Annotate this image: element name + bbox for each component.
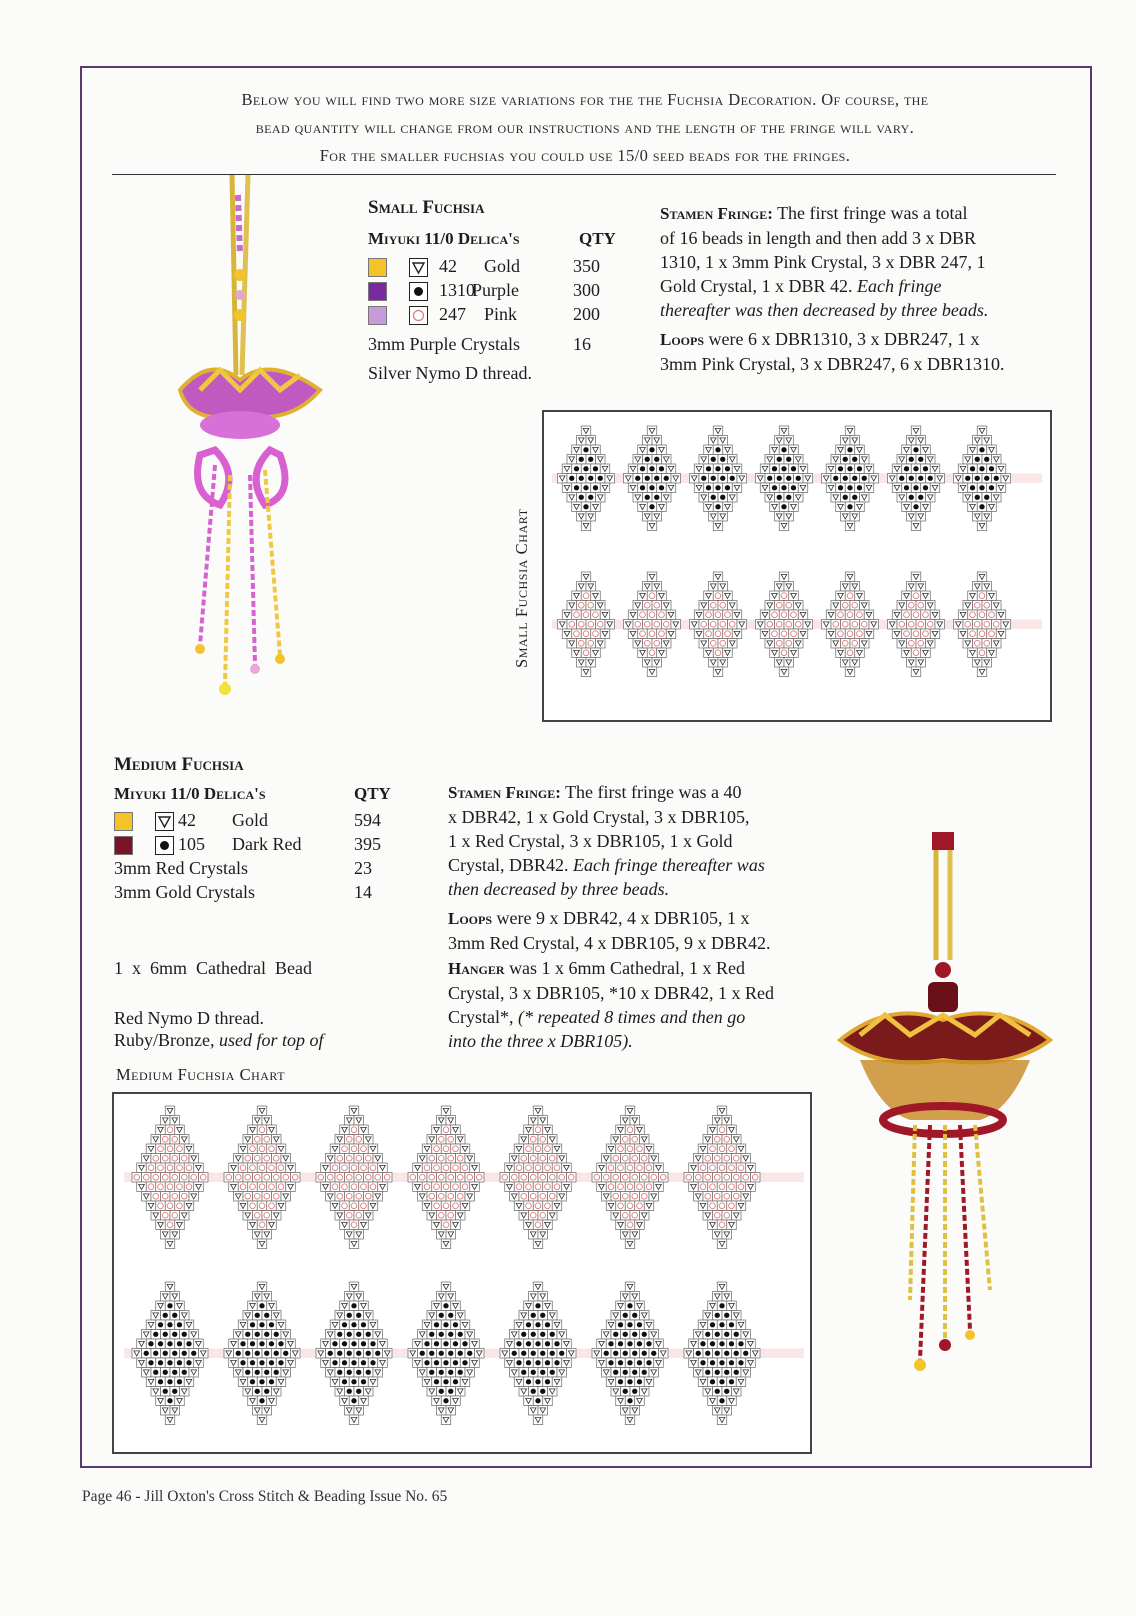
medium-chart-grid bbox=[114, 1094, 810, 1452]
triangle-symbol-icon bbox=[409, 258, 428, 277]
medium-cathedral-line: Ruby/Bronze, bbox=[114, 1030, 215, 1050]
small-legend-header bbox=[368, 229, 618, 253]
small-fuchsia-chart bbox=[542, 410, 1052, 722]
medium-bead-row bbox=[114, 834, 414, 858]
medium-stamen-note: Each fringe thereafter was bbox=[573, 855, 765, 875]
medium-red-qty: 23 bbox=[354, 858, 372, 878]
bead-name: Pink bbox=[484, 304, 518, 324]
dot-symbol-icon bbox=[155, 836, 174, 855]
medium-gold-crystals: 3mm Gold Crystals bbox=[114, 882, 256, 902]
intro-line-2: bead quantity will change from our instructions and the length of the fringe will vary. bbox=[255, 118, 915, 137]
medium-qty-head: QTY bbox=[354, 784, 391, 803]
small-stamen-note: Each fringe bbox=[857, 276, 942, 296]
small-thread: Silver Nymo D thread. bbox=[368, 363, 532, 383]
medium-stamen-note: then decreased by three beads. bbox=[448, 879, 670, 899]
bead-name: Gold bbox=[484, 256, 520, 276]
small-loops-label: Loops bbox=[660, 330, 705, 349]
color-swatch bbox=[368, 306, 387, 325]
small-bead-row bbox=[368, 280, 668, 304]
small-loops-line: were 6 x DBR1310, 3 x DBR247, 1 x bbox=[708, 329, 980, 349]
small-qty-head: QTY bbox=[579, 229, 616, 248]
bead-qty: 594 bbox=[354, 810, 381, 830]
bead-qty: 350 bbox=[573, 256, 600, 276]
medium-hanger-label: Hanger bbox=[448, 959, 505, 978]
small-loops bbox=[660, 327, 1058, 376]
bead-name: Purple bbox=[472, 280, 519, 300]
medium-stamen-line: The first fringe was a 40 bbox=[565, 782, 742, 802]
small-bead-row bbox=[368, 256, 668, 280]
small-bead-row bbox=[368, 304, 668, 328]
bead-code: 42 bbox=[178, 810, 196, 830]
medium-chart-title: Medium Fuchsia Chart bbox=[116, 1065, 286, 1084]
small-chart-grid bbox=[544, 412, 1050, 720]
medium-fuchsia-title: Medium Fuchsia bbox=[114, 754, 244, 775]
medium-stamen-line: x DBR42, 1 x Gold Crystal, 3 x DBR105, bbox=[448, 807, 750, 827]
medium-loops-line: were 9 x DBR42, 4 x DBR105, 1 x bbox=[496, 908, 750, 928]
small-crystals-label: 3mm Purple Crystals bbox=[368, 334, 520, 354]
small-stamen-line: Gold Crystal, 1 x DBR 42. bbox=[660, 276, 853, 296]
bead-code: 42 bbox=[439, 256, 457, 276]
medium-fuchsia-chart bbox=[112, 1092, 812, 1454]
page-footer: Page 46 - Jill Oxton's Cross Stitch & Beading Issue No. 65 bbox=[82, 1488, 448, 1505]
small-stamen-line: 1310, 1 x 3mm Pink Crystal, 3 x DBR 247, 1 bbox=[660, 252, 986, 272]
medium-cathedral-note-italic: used for top of bbox=[219, 1030, 324, 1050]
bead-qty: 200 bbox=[573, 304, 600, 324]
small-crystals-row bbox=[368, 334, 618, 358]
medium-col-head: Miyuki 11/0 Delica's bbox=[114, 784, 266, 803]
medium-stamen-line: Crystal, DBR42. bbox=[448, 855, 569, 875]
medium-red-crystals-row bbox=[114, 858, 414, 882]
color-swatch bbox=[114, 812, 133, 831]
small-col-head: Miyuki 11/0 Delica's bbox=[368, 229, 520, 248]
medium-fuchsia-photo bbox=[840, 820, 1050, 1380]
small-crystals-qty: 16 bbox=[573, 334, 591, 354]
medium-gold-qty: 14 bbox=[354, 882, 372, 902]
bead-code: 105 bbox=[178, 834, 205, 854]
medium-thread: Red Nymo D thread. bbox=[114, 1008, 264, 1028]
medium-bead-row bbox=[114, 810, 414, 834]
color-swatch bbox=[368, 282, 387, 301]
color-swatch bbox=[368, 258, 387, 277]
medium-loops bbox=[448, 906, 808, 955]
small-stamen-line: The first fringe was a total bbox=[777, 203, 968, 223]
medium-thread-row bbox=[114, 1008, 414, 1032]
medium-hanger-note: (* repeated 8 times and then go bbox=[518, 1007, 746, 1027]
intro-text bbox=[120, 86, 1050, 170]
triangle-symbol-icon bbox=[155, 812, 174, 831]
small-stamen-line: of 16 beads in length and then add 3 x DBR bbox=[660, 228, 976, 248]
bead-code: 1310 bbox=[439, 280, 475, 300]
small-stamen-note: thereafter was then decreased by three beads. bbox=[660, 300, 989, 320]
medium-stamen-fringe bbox=[448, 780, 808, 901]
bead-name: Dark Red bbox=[232, 834, 302, 854]
bead-qty: 395 bbox=[354, 834, 381, 854]
medium-hanger-line: Crystal, 3 x DBR105, *10 x DBR42, 1 x Red bbox=[448, 983, 775, 1003]
medium-hanger-line: Crystal*, bbox=[448, 1007, 514, 1027]
small-fuchsia-photo bbox=[170, 175, 340, 715]
medium-hanger-line: was 1 x 6mm Cathedral, 1 x Red bbox=[509, 958, 746, 978]
small-stamen-fringe bbox=[660, 201, 1058, 322]
medium-stamen-label: Stamen Fringe: bbox=[448, 783, 561, 802]
intro-line-1: Below you will find two more size variations for the the Fuchsia Decoration. Of course, the bbox=[241, 90, 929, 109]
medium-cathedral-line: 1 x 6mm Cathedral Bead bbox=[114, 958, 312, 978]
color-swatch bbox=[114, 836, 133, 855]
small-fuchsia-title: Small Fuchsia bbox=[368, 197, 485, 218]
small-loops-line: 3mm Pink Crystal, 3 x DBR247, 6 x DBR1310. bbox=[660, 354, 1005, 374]
circle-symbol-icon bbox=[409, 306, 428, 325]
small-stamen-label: Stamen Fringe: bbox=[660, 204, 773, 223]
medium-hanger bbox=[448, 956, 808, 1053]
intro-line-3: For the smaller fuchsias you could use 15/0 seed beads for the fringes. bbox=[319, 146, 851, 165]
medium-hanger-note: into the three x DBR105). bbox=[448, 1031, 633, 1051]
bead-qty: 300 bbox=[573, 280, 600, 300]
medium-legend-header bbox=[114, 784, 414, 808]
bead-name: Gold bbox=[232, 810, 268, 830]
medium-loops-line: 3mm Red Crystal, 4 x DBR105, 9 x DBR42. bbox=[448, 933, 771, 953]
dot-symbol-icon bbox=[409, 282, 428, 301]
bead-code: 247 bbox=[439, 304, 466, 324]
medium-loops-label: Loops bbox=[448, 909, 493, 928]
medium-red-crystals: 3mm Red Crystals bbox=[114, 858, 248, 878]
small-chart-title: Small Fuchsia Chart bbox=[512, 508, 531, 668]
medium-stamen-line: 1 x Red Crystal, 3 x DBR105, 1 x Gold bbox=[448, 831, 733, 851]
small-thread-row bbox=[368, 363, 618, 387]
medium-gold-crystals-row bbox=[114, 882, 414, 906]
